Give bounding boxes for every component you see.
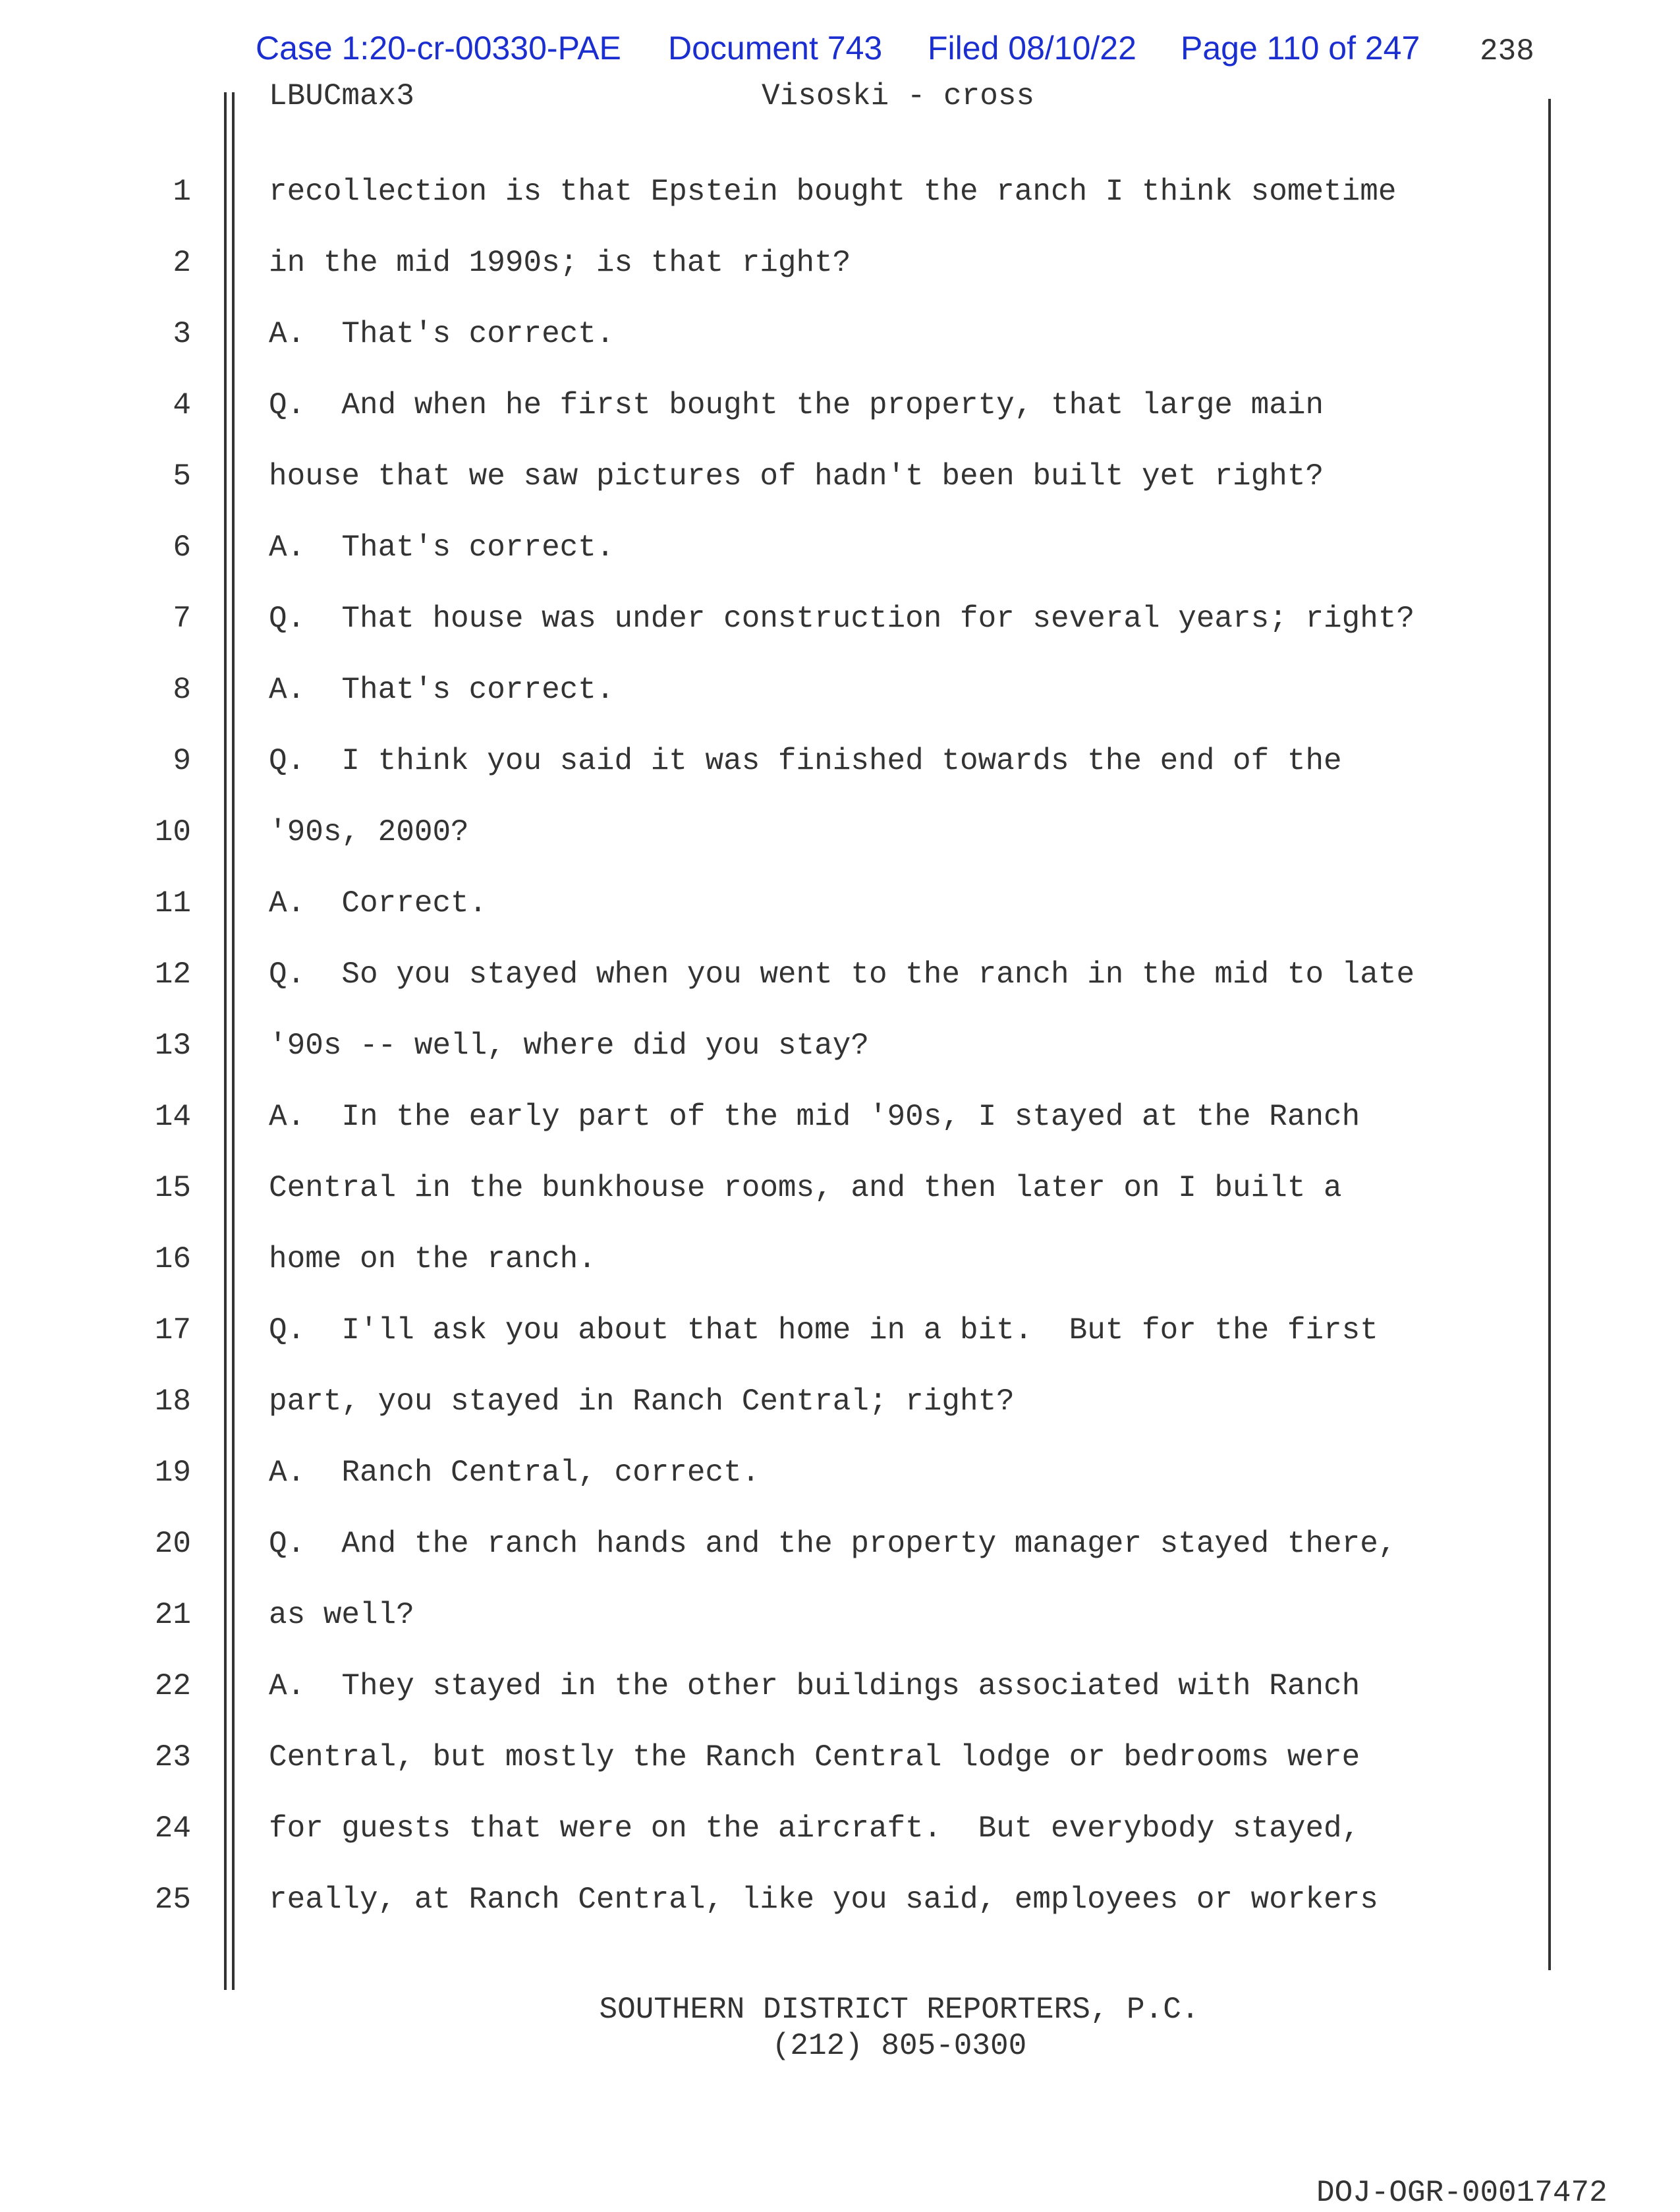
document-number: Document 743 [668,30,883,67]
line-number: 4 [173,388,191,422]
line-number: 3 [173,317,191,351]
transcript-line: '90s, 2000? [269,815,469,849]
line-number: 2 [173,246,191,280]
left-margin-rule-outer [224,92,227,1990]
line-number: 5 [173,459,191,494]
transcript-page-number: 238 [1480,34,1534,69]
transcript-line: A. Correct. [269,886,488,921]
line-number: 24 [154,1811,191,1846]
line-number: 25 [154,1883,191,1917]
transcript-line: Q. And when he first bought the property, that large main [269,388,1324,422]
reporter-name: SOUTHERN DISTRICT REPORTERS, P.C. [599,1993,1200,2027]
transcript-line: A. In the early part of the mid '90s, I stayed at the Ranch [269,1100,1360,1134]
right-margin-rule [1548,99,1551,1970]
transcript-line: Q. I'll ask you about that home in a bit. But for the first [269,1313,1378,1347]
line-number: 18 [154,1384,191,1419]
transcript-line: A. That's correct. [269,317,615,351]
line-number: 6 [173,530,191,565]
transcript-line: Central, but mostly the Ranch Central lodge or bedrooms were [269,1740,1360,1774]
page-of-total: Page 110 of 247 [1181,30,1420,67]
line-number: 14 [154,1100,191,1134]
line-number: 8 [173,673,191,707]
transcript-line: house that we saw pictures of hadn't been built yet right? [269,459,1324,494]
line-number: 12 [154,957,191,992]
transcript-line: Central in the bunkhouse rooms, and then later on I built a [269,1171,1342,1205]
line-number: 17 [154,1313,191,1347]
transcript-line: Q. And the ranch hands and the property manager stayed there, [269,1527,1397,1561]
transcript-line: A. That's correct. [269,673,615,707]
transcript-line: Q. That house was under construction for several years; right? [269,602,1415,636]
transcript-line: part, you stayed in Ranch Central; right? [269,1384,1015,1419]
transcript-line: Q. I think you said it was finished towards the end of the [269,744,1342,778]
transcript-line: recollection is that Epstein bought the ranch I think sometime [269,175,1397,209]
transcript-line: in the mid 1990s; is that right? [269,246,851,280]
bates-number: DOJ-OGR-00017472 [1316,2176,1608,2210]
transcript-line: as well? [269,1598,414,1632]
line-number: 10 [154,815,191,849]
header-case-code: LBUCmax3 [269,79,414,113]
case-number: Case 1:20-cr-00330-PAE [256,30,621,67]
line-number: 22 [154,1669,191,1703]
line-number: 1 [173,175,191,209]
reporter-phone: (212) 805-0300 [771,2029,1027,2063]
line-number: 20 [154,1527,191,1561]
left-margin-rule-inner [232,92,235,1990]
line-number: 21 [154,1598,191,1632]
line-number: 9 [173,744,191,778]
transcript-line: home on the ranch. [269,1242,596,1276]
line-number: 23 [154,1740,191,1774]
transcript-line: Q. So you stayed when you went to the ranch in the mid to late [269,957,1415,992]
line-number: 11 [154,886,191,921]
transcript-line: for guests that were on the aircraft. But everybody stayed, [269,1811,1360,1846]
line-number: 13 [154,1029,191,1063]
line-number: 19 [154,1456,191,1490]
transcript-line: A. Ranch Central, correct. [269,1456,760,1490]
line-number: 15 [154,1171,191,1205]
header-witness: Visoski - cross [762,79,1035,113]
line-number: 7 [173,602,191,636]
filed-date: Filed 08/10/22 [928,30,1136,67]
transcript-line: A. They stayed in the other buildings associated with Ranch [269,1669,1360,1703]
line-number: 16 [154,1242,191,1276]
transcript-line: '90s -- well, where did you stay? [269,1029,869,1063]
transcript-line: really, at Ranch Central, like you said, employees or workers [269,1883,1378,1917]
transcript-line: A. That's correct. [269,530,615,565]
